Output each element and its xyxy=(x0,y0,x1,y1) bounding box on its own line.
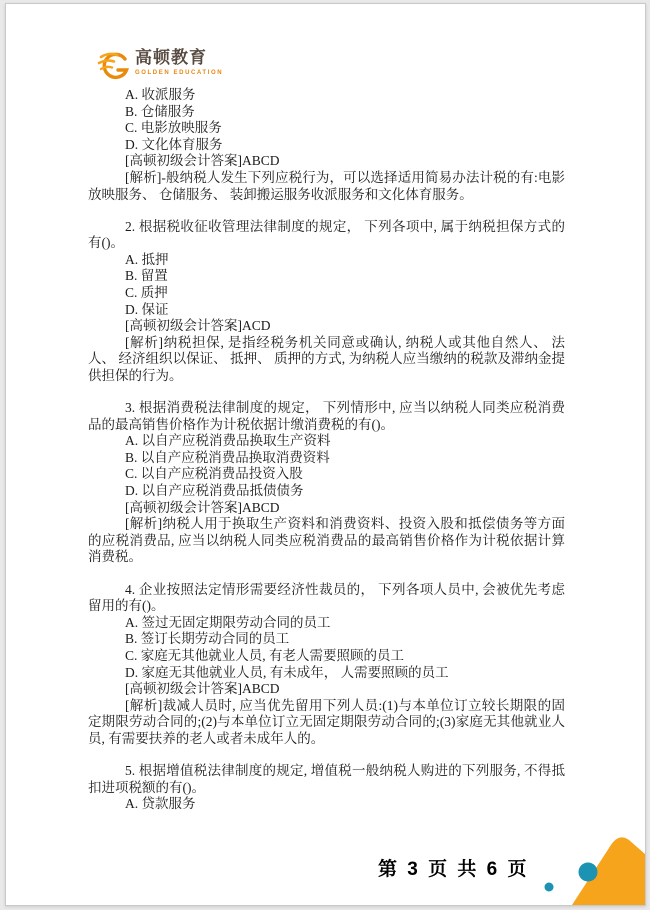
teal-circle-large xyxy=(579,863,598,882)
document-body xyxy=(88,87,565,813)
doc-paragraph-analysis: [解析]-般纳税人发生下列应税行为，可以选择适用简易办法计税的有:电影放映服务、 仓储服务、 装卸搬运服务收派服务和文化体育服务。 xyxy=(88,169,565,202)
doc-paragraph-analysis: [解析]纳税人用于换取生产资料和消费资料、投资入股和抵偿债务等方面的应税消费品, 应当以纳税人同类应税消费品的最高销售价格作为计税依据计算消费税。 xyxy=(88,516,565,565)
doc-paragraph-question: 2. 根据税收征收管理法律制度的规定， 下列各项中, 属于纳税担保方式的有()。 xyxy=(88,218,565,251)
doc-paragraph-answer: [高顿初级会计答案]ABCD xyxy=(125,499,280,515)
doc-paragraph-option: A. 以自产应税消费品换取生产资料 xyxy=(125,433,331,449)
doc-paragraph-option: C. 电影放映服务 xyxy=(125,120,222,136)
doc-paragraph-question: 3. 根据消费税法律制度的规定， 下列情形中, 应当以纳税人同类应税消费品的最高销售价格作为计税依据计缴消费税的有()。 xyxy=(88,400,565,432)
doc-paragraph-answer: [高顿初级会计答案]ACD xyxy=(125,318,271,334)
doc-paragraph-option: D. 以自产应税消费品抵债债务 xyxy=(125,483,304,499)
doc-paragraph-question: 5. 根据增值税法律制度的规定, 增值税一般纳税人购进的下列服务, 不得抵扣进项税额的有()。 xyxy=(88,762,565,795)
doc-paragraph-option: A. 抵押 xyxy=(125,251,169,267)
doc-paragraph-analysis: [解析]纳税担保, 是指经税务机关同意或确认, 纳税人或其他自然人、 法人、 经济组织以保证、 抵押、 质押的方式, 为纳税人应当缴纳的税款及滞纳金提供担保的行为。 xyxy=(88,334,565,383)
doc-paragraph-option: A. 收派服务 xyxy=(125,87,196,102)
brand-logo-icon xyxy=(97,48,131,86)
doc-paragraph-option: D. 家庭无其他就业人员, 有未成年， 人需要照顾的员工 xyxy=(125,664,449,680)
orange-mountain-shape xyxy=(572,837,645,905)
doc-paragraph-question: 4. 企业按照法定情形需要经济性裁员的， 下列各项人员中, 会被优先考虑留用的有()。 xyxy=(88,581,565,614)
doc-paragraph-answer: [高顿初级会计答案]ABCD xyxy=(125,153,280,169)
doc-paragraph-option: A. 签过无固定期限劳动合同的员工 xyxy=(125,614,331,630)
doc-paragraph-option: C. 家庭无其他就业人员, 有老人需要照顾的员工 xyxy=(125,647,405,663)
doc-paragraph-option: D. 文化体育服务 xyxy=(125,136,223,152)
document-page xyxy=(5,3,646,906)
brand-logo xyxy=(97,48,223,86)
doc-paragraph-option: B. 签订长期劳动合同的员工 xyxy=(125,631,290,647)
brand-name: 高顿教育 xyxy=(135,48,207,67)
teal-circle-small xyxy=(545,883,554,892)
corner-decoration xyxy=(535,823,645,905)
doc-paragraph-option: C. 质押 xyxy=(125,285,168,301)
doc-paragraph-option: A. 贷款服务 xyxy=(125,796,196,812)
doc-paragraph-option: B. 仓储服务 xyxy=(125,103,195,119)
brand-logo-text xyxy=(135,48,223,76)
doc-paragraph-option: B. 留置 xyxy=(125,268,168,284)
page-number: 第 3 页 共 6 页 xyxy=(378,859,530,880)
doc-paragraph-analysis: [解析]裁减人员时, 应当优先留用下列人员:(1)与本单位订立较长期限的固定期限劳动合同的;(2)与本单位订立无固定期限劳动合同的;(3)家庭无其他就业人员, 有需要扶养的老人或者未成年人的。 xyxy=(88,697,565,746)
doc-paragraph-answer: [高顿初级会计答案]ABCD xyxy=(125,681,280,697)
doc-paragraph-option: D. 保证 xyxy=(125,301,169,317)
doc-paragraph-option: C. 以自产应税消费品投资入股 xyxy=(125,466,303,482)
brand-subtitle: GOLDEN EDUCATION xyxy=(135,69,224,76)
doc-paragraph-option: B. 以自产应税消费品换取消费资料 xyxy=(125,449,330,465)
